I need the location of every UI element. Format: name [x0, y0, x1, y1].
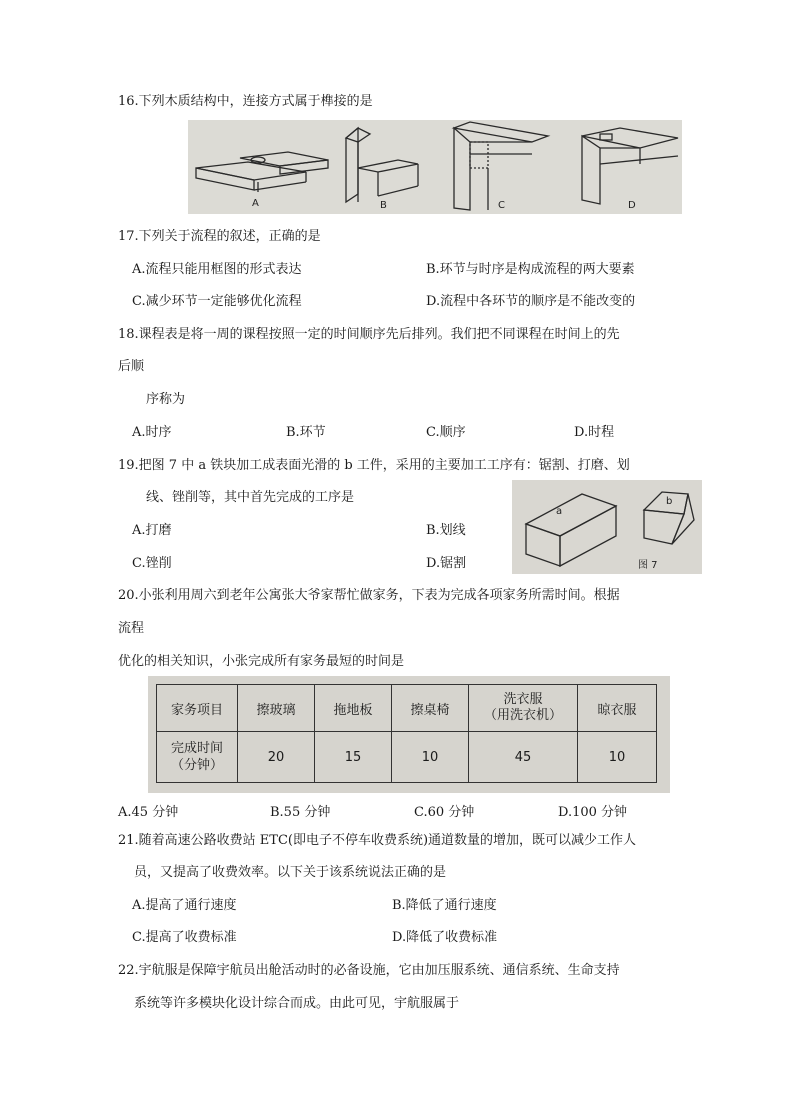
housework-table — [156, 684, 657, 783]
table-header-time: 完成时间 （分钟） — [157, 732, 238, 783]
question-21-stem-line2: 员，又提高了收费效率。以下关于该系统说法正确的是 — [134, 865, 447, 880]
option-19-b[interactable]: B.划线 — [426, 523, 466, 538]
figure-label-b: B — [380, 200, 387, 211]
question-18-stem-line2: 后顺 — [118, 359, 145, 374]
option-19-c[interactable]: C.锉削 — [132, 556, 172, 571]
table-cell-task: 拖地板 — [315, 685, 392, 732]
figure-label-c: C — [498, 200, 505, 211]
wood-joints-drawing — [188, 120, 682, 214]
table-cell-time: 10 — [578, 732, 657, 783]
question-22-stem-line2: 系统等许多模块化设计综合而成。由此可见，宇航服属于 — [134, 996, 460, 1011]
question-20-stem-line1: 20.小张利用周六到老年公寓张大爷家帮忙做家务，下表为完成各项家务所需时间。根据 — [118, 588, 620, 603]
option-21-c[interactable]: C.提高了收费标准 — [132, 930, 237, 945]
option-20-a[interactable]: A.45 分钟 — [118, 805, 179, 820]
question-19-stem-line2: 线、锉削等，其中首先完成的工序是 — [146, 490, 355, 505]
figure-7 — [512, 480, 702, 574]
question-20-stem-line2: 流程 — [118, 621, 145, 636]
option-20-c[interactable]: C.60 分钟 — [414, 805, 475, 820]
question-22-stem-line1: 22.宇航服是保障宇航员出舱活动时的必备设施，它由加压服系统、通信系统、生命支持 — [118, 963, 620, 978]
option-21-a[interactable]: A.提高了通行速度 — [132, 898, 237, 913]
option-19-a[interactable]: A.打磨 — [132, 523, 172, 538]
workpiece-label-a: a — [556, 506, 563, 517]
option-20-d[interactable]: D.100 分钟 — [558, 805, 628, 820]
option-20-b[interactable]: B.55 分钟 — [270, 805, 331, 820]
table-cell-task: 洗衣服 （用洗衣机） — [469, 685, 578, 732]
figure-caption: 图 7 — [638, 560, 658, 571]
figure-label-a: A — [252, 198, 259, 209]
option-17-c[interactable]: C.减少环节一定能够优化流程 — [132, 294, 302, 309]
option-21-d[interactable]: D.降低了收费标准 — [392, 930, 498, 945]
option-21-b[interactable]: B.降低了通行速度 — [392, 898, 497, 913]
table-cell-time: 45 — [469, 732, 578, 783]
option-17-d[interactable]: D.流程中各环节的顺序是不能改变的 — [426, 294, 636, 309]
question-18-stem-line3: 序称为 — [146, 392, 186, 407]
question-20-stem-line3: 优化的相关知识，小张完成所有家务最短的时间是 — [118, 654, 405, 669]
option-18-b[interactable]: B.环节 — [286, 425, 326, 440]
option-19-d[interactable]: D.锯割 — [426, 556, 467, 571]
option-18-c[interactable]: C.顺序 — [426, 425, 466, 440]
question-16-stem: 16.下列木质结构中，连接方式属于榫接的是 — [118, 94, 373, 109]
housework-table-photo — [148, 676, 670, 793]
table-cell-time: 10 — [392, 732, 469, 783]
table-cell-time: 15 — [315, 732, 392, 783]
option-18-a[interactable]: A.时序 — [132, 425, 172, 440]
option-17-a[interactable]: A.流程只能用框图的形式表达 — [132, 262, 302, 277]
question-18-stem-line1: 18.课程表是将一周的课程按照一定的时间顺序先后排列。我们把不同课程在时间上的先 — [118, 327, 620, 342]
question-17-stem: 17.下列关于流程的叙述，正确的是 — [118, 229, 321, 244]
table-header-task: 家务项目 — [157, 685, 238, 732]
table-cell-task: 晾衣服 — [578, 685, 657, 732]
table-cell-task: 擦桌椅 — [392, 685, 469, 732]
figure-label-d: D — [628, 200, 636, 211]
question-19-stem-line1: 19.把图 7 中 a 铁块加工成表面光滑的 b 工件，采用的主要加工工序有：锯割、打磨、划 — [118, 458, 630, 473]
option-17-b[interactable]: B.环节与时序是构成流程的两大要素 — [426, 262, 635, 277]
question-21-stem-line1: 21.随着高速公路收费站 ETC(即电子不停车收费系统)通道数量的增加，既可以减少工作人 — [118, 833, 637, 848]
table-cell-task: 擦玻璃 — [238, 685, 315, 732]
workpiece-drawing — [512, 480, 702, 574]
table-cell-time: 20 — [238, 732, 315, 783]
workpiece-label-b: b — [666, 496, 673, 507]
joint-figure — [188, 120, 682, 214]
option-18-d[interactable]: D.时程 — [574, 425, 615, 440]
